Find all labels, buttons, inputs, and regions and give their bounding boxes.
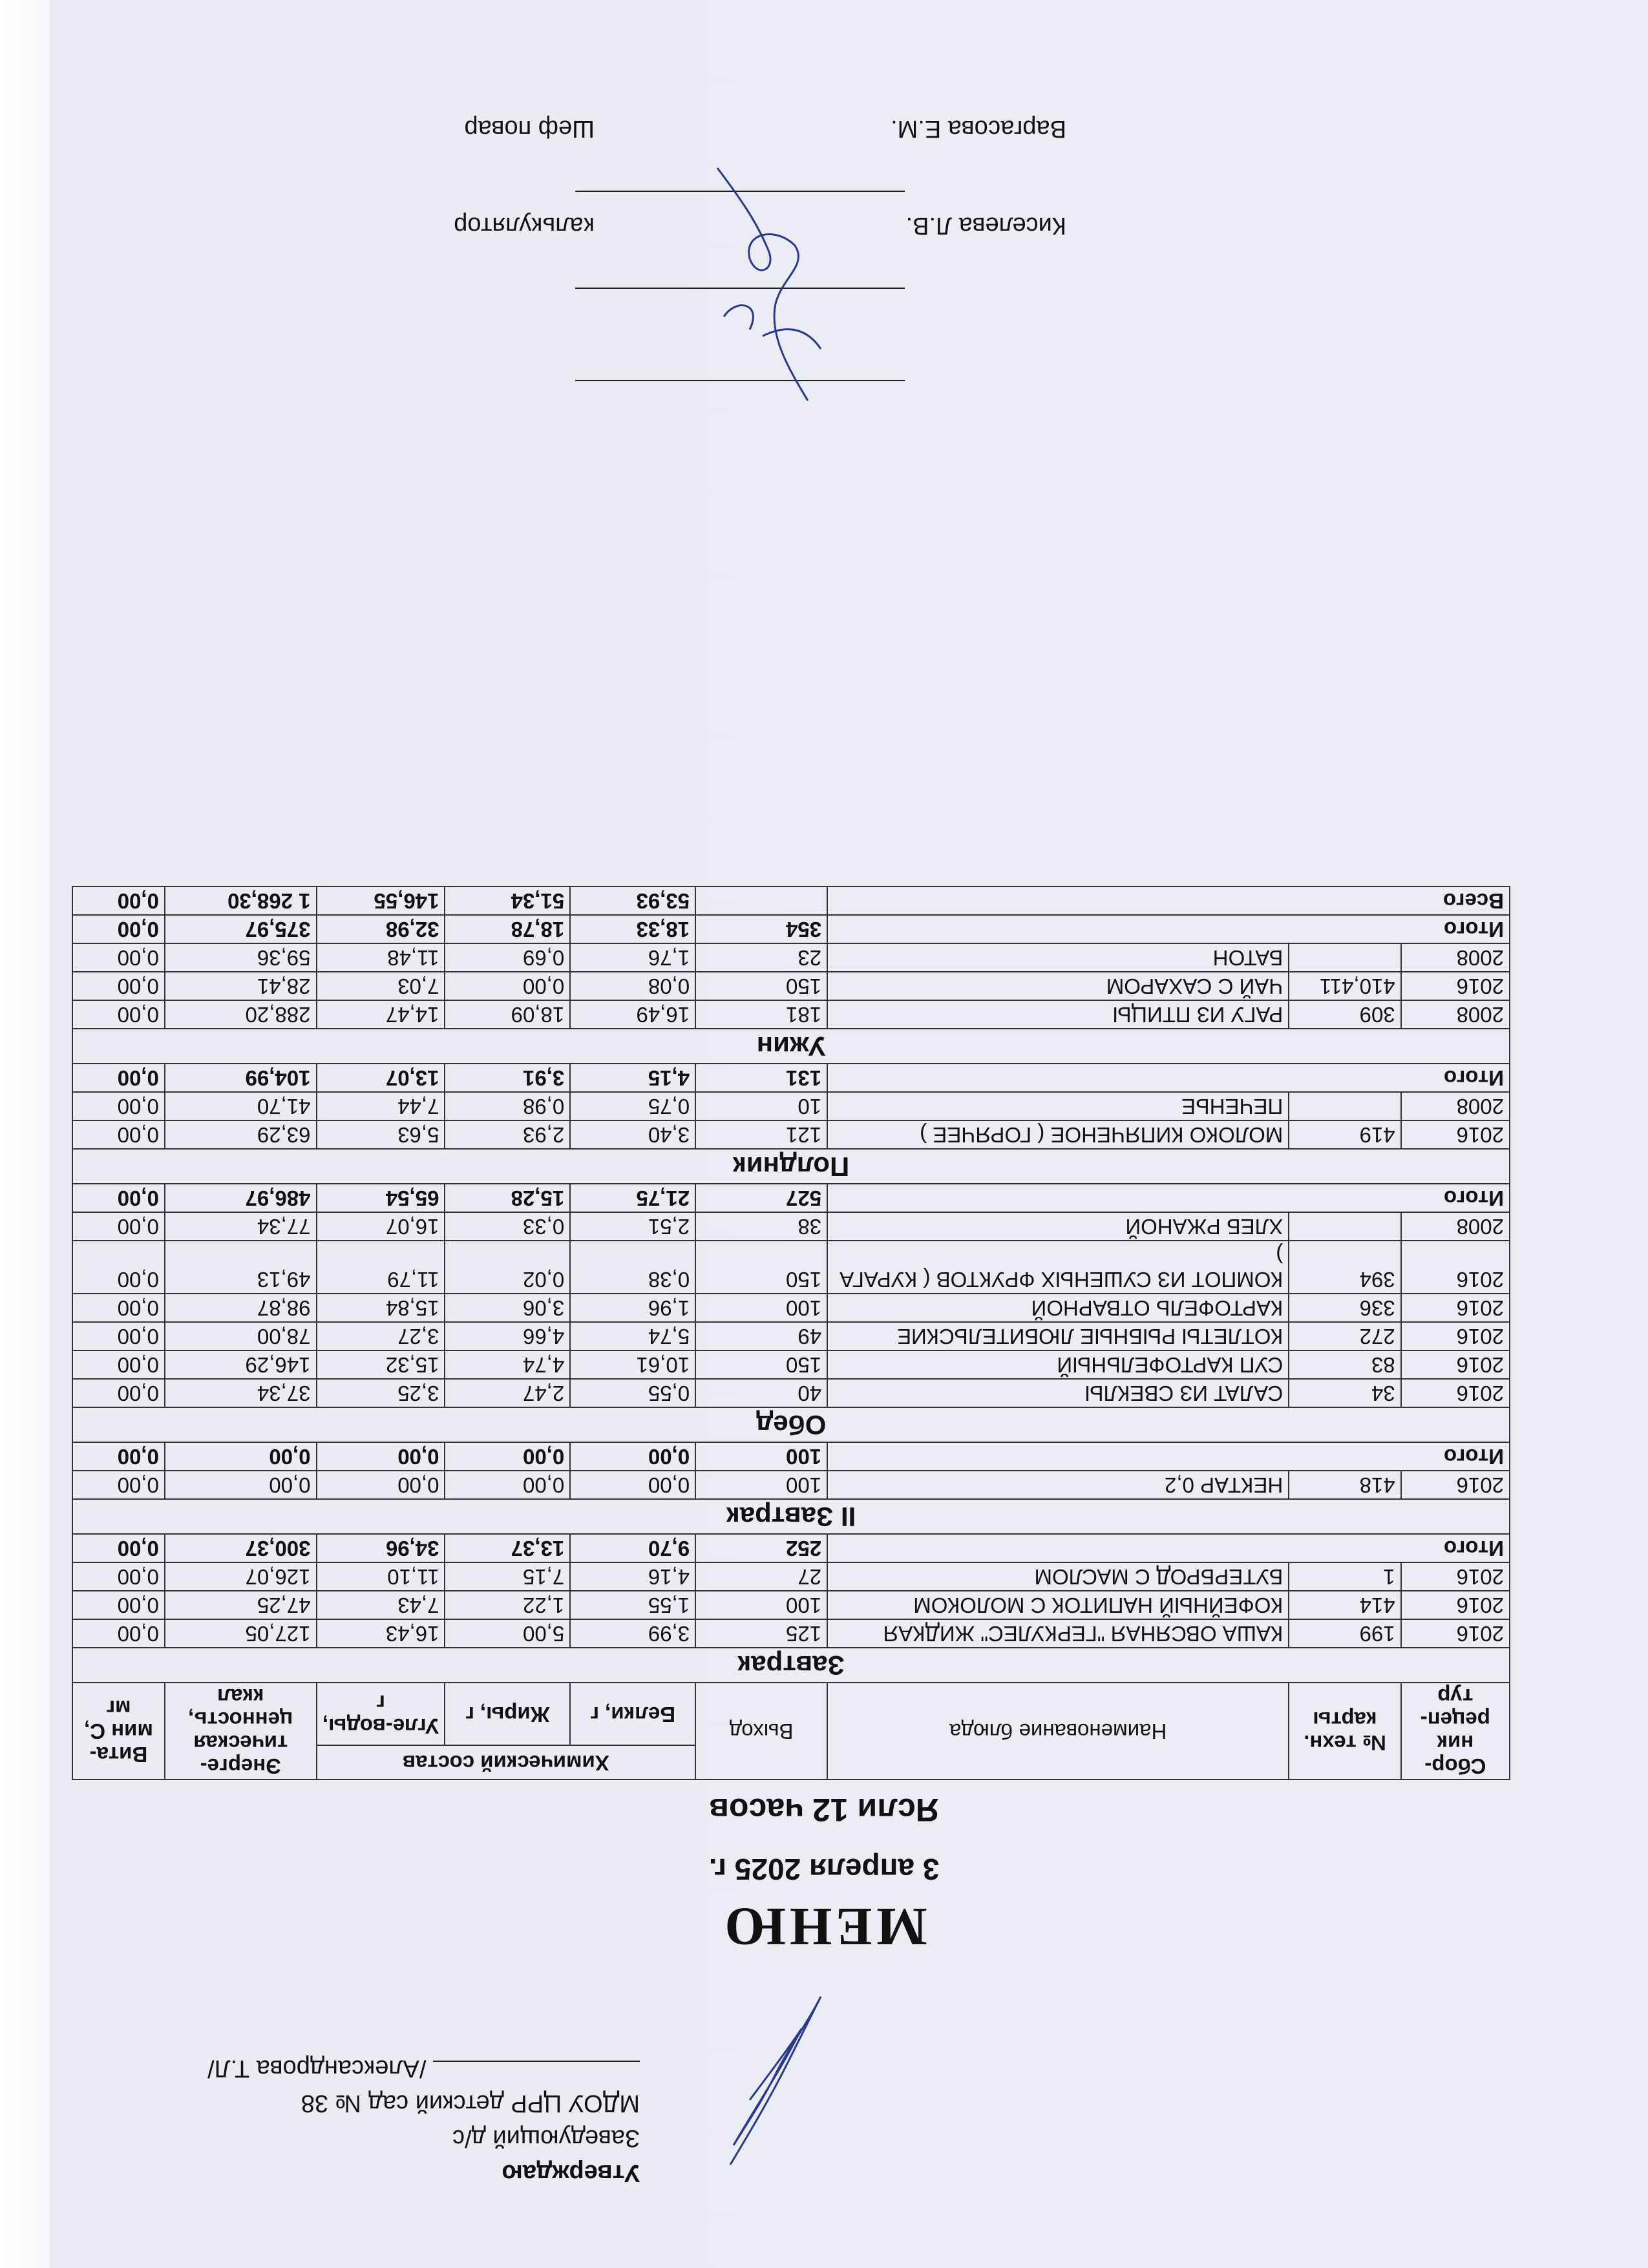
cell-energy: 288,20 — [165, 1000, 317, 1029]
cell-output: 100 — [695, 1294, 827, 1322]
header-energy: Энерге-тическая ценность, ккал — [165, 1683, 317, 1780]
chef-name: Варгасова Е.М. — [891, 115, 1066, 142]
cell-fats: 0,33 — [445, 1212, 570, 1241]
cell-vitamin: 0,00 — [72, 1591, 165, 1619]
cell-tech-card: 414 — [1289, 1591, 1400, 1619]
approval-signature-row — [187, 2051, 640, 2086]
cell-fats: 0,02 — [445, 1241, 570, 1294]
header-carbs: Угле-воды, г — [317, 1683, 445, 1746]
cell-proteins: 0,55 — [570, 1379, 695, 1407]
total-energy: 375,97 — [165, 915, 317, 943]
table-row — [72, 972, 1510, 1000]
cell-proteins: 0,00 — [570, 1471, 695, 1499]
cell-vitamin: 0,00 — [72, 1322, 165, 1350]
total-label: Итого — [827, 1534, 1510, 1562]
cell-collection: 2008 — [1401, 943, 1510, 972]
table-row — [72, 1350, 1510, 1379]
signature-calculator — [454, 211, 595, 239]
header-output: Выход — [695, 1683, 827, 1780]
cell-output: 38 — [695, 1212, 827, 1241]
meal-title: Завтрак — [72, 1648, 1510, 1683]
menu-table-body — [72, 887, 1510, 1683]
cell-dish-name: ПЕЧЕНЬЕ — [827, 1092, 1289, 1120]
cell-tech-card: 309 — [1289, 1000, 1400, 1029]
cell-carbs: 7,44 — [317, 1092, 445, 1120]
cell-fats: 4,66 — [445, 1322, 570, 1350]
cell-vitamin: 0,00 — [72, 1562, 165, 1591]
cell-fats: 1,22 — [445, 1591, 570, 1619]
table-row — [72, 1092, 1510, 1120]
cell-carbs: 5,63 — [317, 1120, 445, 1149]
total-label: Итого — [827, 1184, 1510, 1212]
cell-tech-card: 1 — [1289, 1562, 1400, 1591]
cell-tech-card: 336 — [1289, 1294, 1400, 1322]
cell-proteins: 2,51 — [570, 1212, 695, 1241]
cell-proteins: 1,55 — [570, 1591, 695, 1619]
cell-carbs: 11,10 — [317, 1562, 445, 1591]
cell-collection: 2016 — [1401, 1241, 1510, 1294]
header-dish-name: Наименование блюда — [827, 1683, 1289, 1780]
cell-energy: 77,34 — [165, 1212, 317, 1241]
grand-total-vitamin: 0,00 — [72, 887, 165, 915]
cell-collection: 2016 — [1401, 1619, 1510, 1648]
total-row — [72, 915, 1510, 943]
grand-total-proteins: 53,93 — [570, 887, 695, 915]
cell-collection: 2016 — [1401, 1562, 1510, 1591]
cell-fats: 2,47 — [445, 1379, 570, 1407]
table-header-row — [72, 1746, 1510, 1780]
table-row — [72, 1562, 1510, 1591]
total-energy: 486,97 — [165, 1184, 317, 1212]
cell-output: 150 — [695, 972, 827, 1000]
approval-signature-line — [433, 2061, 640, 2062]
total-label: Итого — [827, 1442, 1510, 1471]
calculator-role: калькулятор — [454, 212, 595, 239]
signature-chef-name — [891, 114, 1066, 142]
total-label: Итого — [827, 1064, 1510, 1092]
total-carbs: 32,98 — [317, 915, 445, 943]
cell-dish-name: КОМПОТ ИЗ СУШЕНЫХ ФРУКТОВ ( КУРАГА ) — [827, 1241, 1289, 1294]
total-fats: 13,37 — [445, 1534, 570, 1562]
total-row — [72, 1184, 1510, 1212]
meal-header-row — [72, 1149, 1510, 1184]
cell-proteins: 1,76 — [570, 943, 695, 972]
cell-fats: 0,98 — [445, 1092, 570, 1120]
cell-carbs: 3,25 — [317, 1379, 445, 1407]
total-proteins: 4,15 — [570, 1064, 695, 1092]
cell-energy: 28,41 — [165, 972, 317, 1000]
grand-total-carbs: 146,55 — [317, 887, 445, 915]
cell-proteins: 0,08 — [570, 972, 695, 1000]
table-row — [72, 943, 1510, 972]
cell-vitamin: 0,00 — [72, 1471, 165, 1499]
signature-chef — [464, 114, 595, 142]
cell-collection: 2008 — [1401, 1000, 1510, 1029]
cell-carbs: 11,79 — [317, 1241, 445, 1294]
grand-total-label: Всего — [827, 887, 1510, 915]
cell-dish-name: БУТЕРБРОД С МАСЛОМ — [827, 1562, 1289, 1591]
total-output: 100 — [695, 1442, 827, 1471]
meal-header-row — [72, 1407, 1510, 1442]
cell-tech-card: 272 — [1289, 1322, 1400, 1350]
cell-collection: 2008 — [1401, 1092, 1510, 1120]
cell-tech-card — [1289, 943, 1400, 972]
total-fats: 0,00 — [445, 1442, 570, 1471]
cell-fats: 0,00 — [445, 972, 570, 1000]
cell-collection: 2016 — [1401, 1120, 1510, 1149]
cell-output: 40 — [695, 1379, 827, 1407]
approval-head-name: /Александрова Т.Л/ — [207, 2055, 427, 2082]
cell-vitamin: 0,00 — [72, 972, 165, 1000]
cell-dish-name: КАРТОФЕЛЬ ОТВАРНОЙ — [827, 1294, 1289, 1322]
table-row — [72, 1000, 1510, 1029]
cell-proteins: 5,74 — [570, 1322, 695, 1350]
menu-table — [72, 886, 1510, 1780]
cell-collection: 2016 — [1401, 1471, 1510, 1499]
cell-dish-name: БАТОН — [827, 943, 1289, 972]
table-row — [72, 1294, 1510, 1322]
cell-vitamin: 0,00 — [72, 1000, 165, 1029]
total-energy: 104,99 — [165, 1064, 317, 1092]
cell-tech-card — [1289, 1212, 1400, 1241]
cell-output: 27 — [695, 1562, 827, 1591]
cell-output: 100 — [695, 1471, 827, 1499]
header-proteins: Белки, г — [570, 1683, 695, 1746]
cell-tech-card — [1289, 1092, 1400, 1120]
total-carbs: 34,96 — [317, 1534, 445, 1562]
total-vitamin: 0,00 — [72, 1184, 165, 1212]
cell-carbs: 0,00 — [317, 1471, 445, 1499]
meal-header-row — [72, 1499, 1510, 1534]
total-vitamin: 0,00 — [72, 1534, 165, 1562]
meal-title: II Завтрак — [72, 1499, 1510, 1534]
cell-output: 10 — [695, 1092, 827, 1120]
cell-carbs: 16,43 — [317, 1619, 445, 1648]
cell-fats: 2,93 — [445, 1120, 570, 1149]
cell-energy: 98,87 — [165, 1294, 317, 1322]
approval-title: Утверждаю — [502, 2159, 640, 2187]
cell-energy: 47,25 — [165, 1591, 317, 1619]
approval-block — [187, 2051, 640, 2190]
total-carbs: 0,00 — [317, 1442, 445, 1471]
approval-organization: МДОУ ЦРР детский сад № 38 — [301, 2090, 640, 2117]
cell-vitamin: 0,00 — [72, 1294, 165, 1322]
approval-position: Заведующий д/с — [452, 2125, 640, 2152]
cell-fats: 18,09 — [445, 1000, 570, 1029]
cell-tech-card: 199 — [1289, 1619, 1400, 1648]
total-output: 252 — [695, 1534, 827, 1562]
cell-carbs: 16,07 — [317, 1212, 445, 1241]
total-proteins: 21,75 — [570, 1184, 695, 1212]
grand-total-output — [695, 887, 827, 915]
total-fats: 3,91 — [445, 1064, 570, 1092]
cell-output: 125 — [695, 1619, 827, 1648]
total-proteins: 0,00 — [570, 1442, 695, 1471]
cell-energy: 0,00 — [165, 1471, 317, 1499]
meal-header-row — [72, 1648, 1510, 1683]
total-row — [72, 1534, 1510, 1562]
header-chem: Химический состав — [317, 1746, 696, 1780]
cell-energy: 59,36 — [165, 943, 317, 972]
cell-carbs: 7,43 — [317, 1591, 445, 1619]
total-row — [72, 1064, 1510, 1092]
grand-total-row — [72, 887, 1510, 915]
total-energy: 0,00 — [165, 1442, 317, 1471]
header-fats: Жиры, г — [445, 1683, 570, 1746]
menu-group: Ясли 12 часов — [709, 1792, 939, 1828]
cell-vitamin: 0,00 — [72, 943, 165, 972]
cell-tech-card: 34 — [1289, 1379, 1400, 1407]
cell-proteins: 3,99 — [570, 1619, 695, 1648]
total-vitamin: 0,00 — [72, 1064, 165, 1092]
cell-dish-name: КОТЛЕТЫ РЫБНЫЕ ЛЮБИТЕЛЬСКИЕ — [827, 1322, 1289, 1350]
cell-collection: 2016 — [1401, 1294, 1510, 1322]
table-row — [72, 1379, 1510, 1407]
cell-energy: 146,29 — [165, 1350, 317, 1379]
cell-dish-name: СУП КАРТОФЕЛЬНЫЙ — [827, 1350, 1289, 1379]
cell-energy: 41,70 — [165, 1092, 317, 1120]
cell-output: 181 — [695, 1000, 827, 1029]
total-proteins: 9,70 — [570, 1534, 695, 1562]
grand-total-fats: 51,34 — [445, 887, 570, 915]
cell-dish-name: КОФЕЙНЫЙ НАПИТОК С МОЛОКОМ — [827, 1591, 1289, 1619]
cell-energy: 126,07 — [165, 1562, 317, 1591]
cell-carbs: 3,27 — [317, 1322, 445, 1350]
table-row — [72, 1212, 1510, 1241]
cell-fats: 3,06 — [445, 1294, 570, 1322]
cell-fats: 7,15 — [445, 1562, 570, 1591]
cell-fats: 4,74 — [445, 1350, 570, 1379]
total-fats: 15,28 — [445, 1184, 570, 1212]
cell-energy: 78,00 — [165, 1322, 317, 1350]
cell-dish-name: РАГУ ИЗ ПТИЦЫ — [827, 1000, 1289, 1029]
cell-tech-card: 394 — [1289, 1241, 1400, 1294]
cell-dish-name: ЧАЙ С САХАРОМ — [827, 972, 1289, 1000]
cell-dish-name: НЕКТАР 0,2 — [827, 1471, 1289, 1499]
cell-vitamin: 0,00 — [72, 1379, 165, 1407]
cell-collection: 2016 — [1401, 1322, 1510, 1350]
table-row — [72, 1471, 1510, 1499]
meal-title: Ужин — [72, 1029, 1510, 1064]
total-carbs: 13,07 — [317, 1064, 445, 1092]
cell-collection: 2016 — [1401, 972, 1510, 1000]
cell-fats: 0,69 — [445, 943, 570, 972]
cell-energy: 37,34 — [165, 1379, 317, 1407]
meal-title: Обед — [72, 1407, 1510, 1442]
cell-collection: 2016 — [1401, 1379, 1510, 1407]
total-energy: 300,37 — [165, 1534, 317, 1562]
total-carbs: 65,54 — [317, 1184, 445, 1212]
total-label: Итого — [827, 915, 1510, 943]
signature-calculator-name — [906, 211, 1066, 239]
cell-collection: 2008 — [1401, 1212, 1510, 1241]
table-row — [72, 1241, 1510, 1294]
cell-energy: 49,13 — [165, 1241, 317, 1294]
table-row — [72, 1322, 1510, 1350]
cell-dish-name: КАША ОВСЯНАЯ "ГЕРКУЛЕС" ЖИДКАЯ — [827, 1619, 1289, 1648]
total-vitamin: 0,00 — [72, 1442, 165, 1471]
cell-fats: 5,00 — [445, 1619, 570, 1648]
cell-tech-card: 83 — [1289, 1350, 1400, 1379]
table-row — [72, 1120, 1510, 1149]
handwritten-signature-staff — [679, 162, 847, 407]
table-row — [72, 1619, 1510, 1648]
table-row — [72, 1591, 1510, 1619]
total-proteins: 18,33 — [570, 915, 695, 943]
cell-output: 150 — [695, 1350, 827, 1379]
cell-proteins: 4,16 — [570, 1562, 695, 1591]
cell-output: 23 — [695, 943, 827, 972]
cell-output: 100 — [695, 1591, 827, 1619]
cell-energy: 127,05 — [165, 1619, 317, 1648]
cell-proteins: 10,61 — [570, 1350, 695, 1379]
cell-output: 150 — [695, 1241, 827, 1294]
calculator-name: Киселева Л.В. — [905, 212, 1066, 239]
cell-dish-name: ХЛЕБ РЖАНОЙ — [827, 1212, 1289, 1241]
total-output: 354 — [695, 915, 827, 943]
cell-tech-card: 419 — [1289, 1120, 1400, 1149]
cell-output: 49 — [695, 1322, 827, 1350]
cell-dish-name: МОЛОКО КИПЯЧЕНОЕ ( ГОРЯЧЕЕ ) — [827, 1120, 1289, 1149]
cell-carbs: 7,03 — [317, 972, 445, 1000]
total-output: 131 — [695, 1064, 827, 1092]
total-row — [72, 1442, 1510, 1471]
cell-fats: 0,00 — [445, 1471, 570, 1499]
cell-vitamin: 0,00 — [72, 1350, 165, 1379]
cell-proteins: 1,96 — [570, 1294, 695, 1322]
cell-vitamin: 0,00 — [72, 1120, 165, 1149]
cell-vitamin: 0,00 — [72, 1241, 165, 1294]
cell-carbs: 15,32 — [317, 1350, 445, 1379]
cell-proteins: 3,40 — [570, 1120, 695, 1149]
cell-tech-card: 410,411 — [1289, 972, 1400, 1000]
menu-date: 3 апреля 2025 г. — [708, 1853, 940, 1886]
cell-carbs: 15,84 — [317, 1294, 445, 1322]
cell-energy: 63,29 — [165, 1120, 317, 1149]
total-vitamin: 0,00 — [72, 915, 165, 943]
grand-total-energy: 1 268,30 — [165, 887, 317, 915]
handwritten-signature-director — [698, 1990, 885, 2171]
cell-vitamin: 0,00 — [72, 1619, 165, 1648]
meal-title: Полдник — [72, 1149, 1510, 1184]
cell-tech-card: 418 — [1289, 1471, 1400, 1499]
menu-title: МЕНЮ — [721, 1896, 927, 1957]
meal-header-row — [72, 1029, 1510, 1064]
cell-dish-name: САЛАТ ИЗ СВЕКЛЫ — [827, 1379, 1289, 1407]
total-fats: 18,78 — [445, 915, 570, 943]
chef-role: Шеф повар — [464, 115, 595, 142]
cell-collection: 2016 — [1401, 1591, 1510, 1619]
header-collection: Сбор-ник рецеп-тур — [1401, 1683, 1510, 1780]
cell-carbs: 14,47 — [317, 1000, 445, 1029]
header-tech-card: № техн. карты — [1289, 1683, 1400, 1780]
header-vitamin: Вита-мин С, мг — [72, 1683, 165, 1780]
total-output: 527 — [695, 1184, 827, 1212]
cell-output: 121 — [695, 1120, 827, 1149]
cell-carbs: 11,48 — [317, 943, 445, 972]
cell-vitamin: 0,00 — [72, 1212, 165, 1241]
cell-proteins: 16,49 — [570, 1000, 695, 1029]
cell-proteins: 0,38 — [570, 1241, 695, 1294]
cell-collection: 2016 — [1401, 1350, 1510, 1379]
cell-vitamin: 0,00 — [72, 1092, 165, 1120]
cell-proteins: 0,75 — [570, 1092, 695, 1120]
